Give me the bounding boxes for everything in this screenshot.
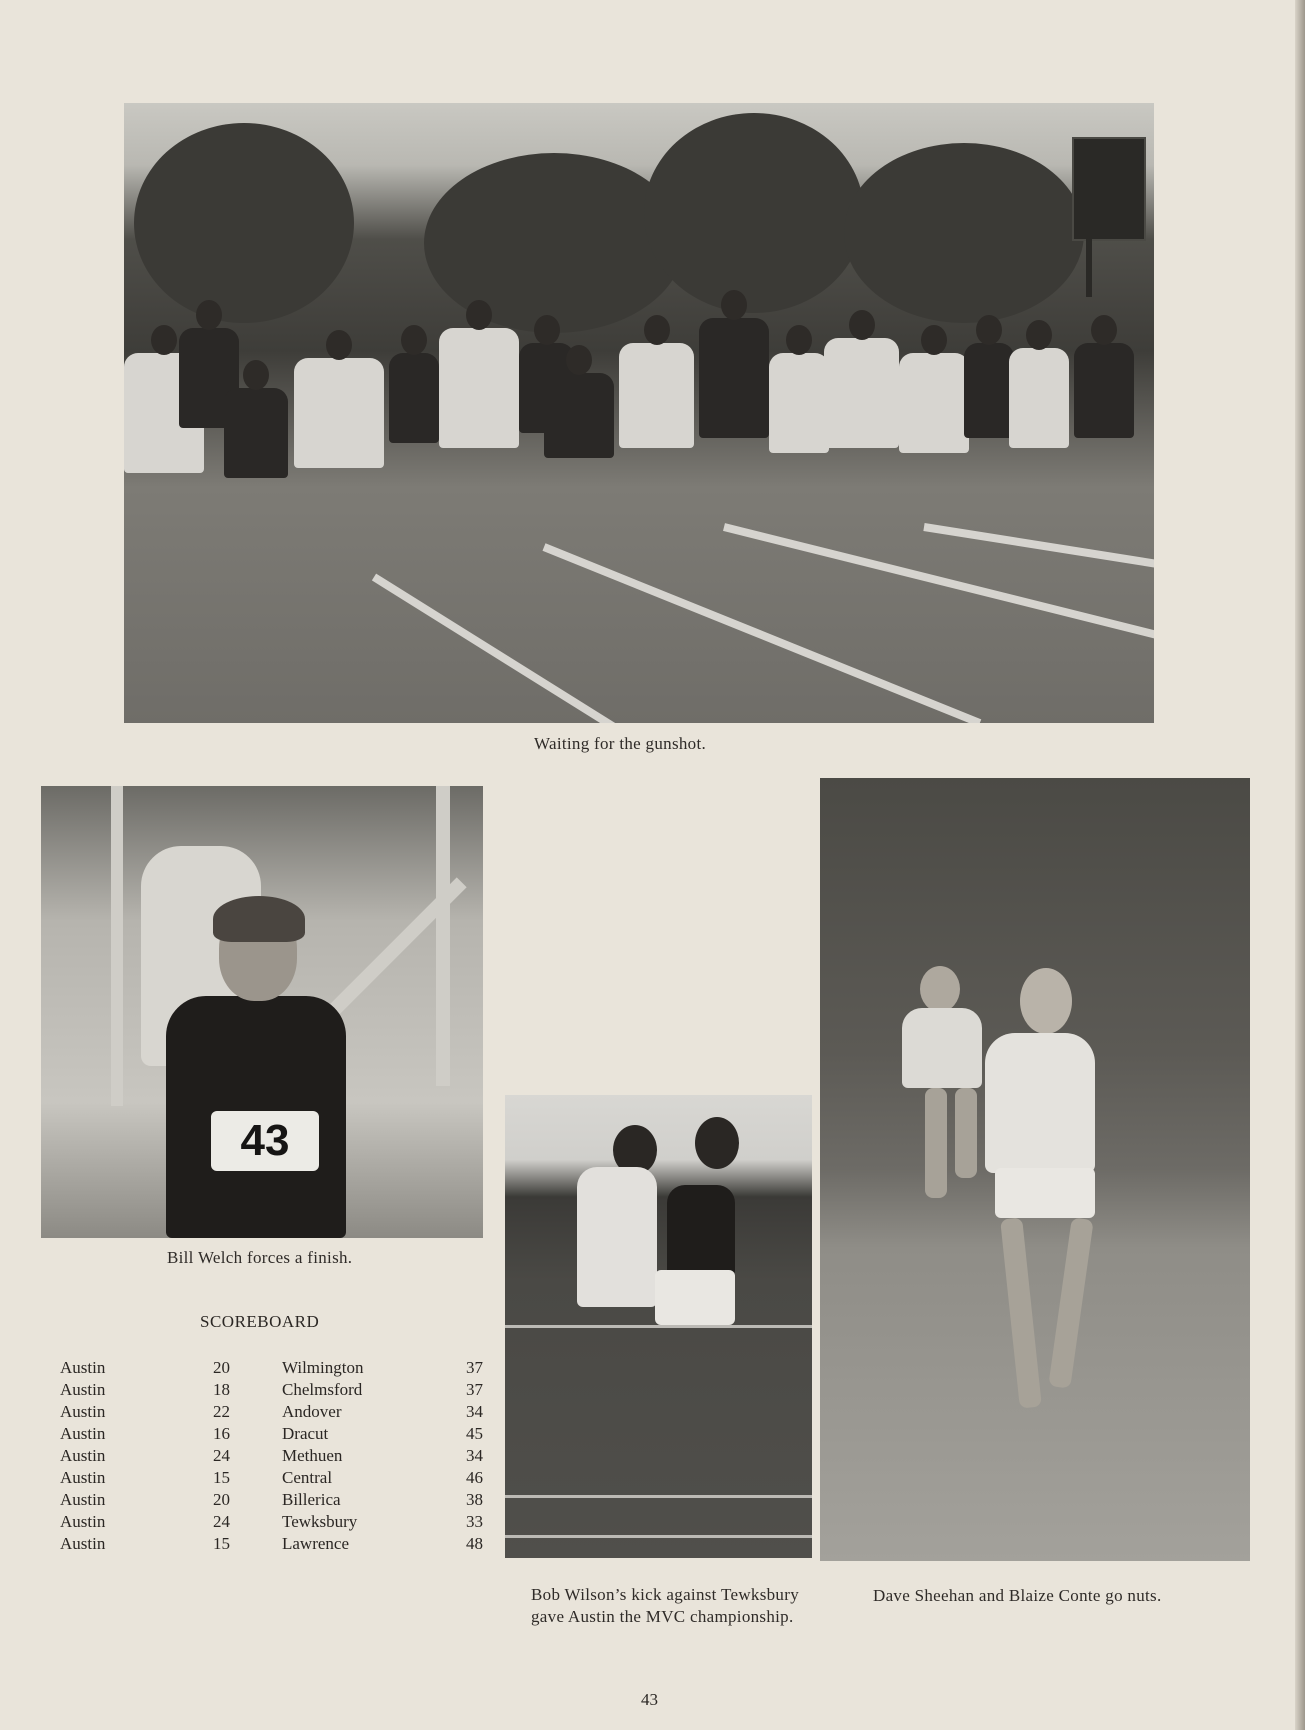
opponent-score: 37: [466, 1380, 483, 1399]
photo-dave-sheehan-blaize-conte: [820, 778, 1250, 1561]
runner: [294, 358, 384, 468]
track-lane-line: [923, 523, 1154, 568]
page-number: 43: [641, 1690, 658, 1709]
opponent-score: 37: [466, 1358, 483, 1377]
scoreboard-row: [60, 1402, 483, 1424]
runner-leg: [955, 1088, 977, 1178]
runner: [619, 343, 694, 448]
runner-leg: [925, 1088, 947, 1198]
caption-welch: Bill Welch forces a finish.: [167, 1248, 353, 1267]
opponent: Dracut: [282, 1424, 329, 1443]
scoreboard-title: SCOREBOARD: [200, 1312, 320, 1331]
scoreboard-row: [60, 1380, 483, 1402]
runner: [389, 353, 439, 443]
scoreboard-row: [60, 1512, 483, 1534]
team-score: 20: [213, 1358, 230, 1377]
runner: [224, 388, 288, 478]
track-lane-line: [372, 574, 631, 723]
track-lane-line: [505, 1325, 812, 1328]
team: Austin: [60, 1380, 106, 1399]
caption-sheehan: Dave Sheehan and Blaize Conte go nuts.: [873, 1586, 1162, 1605]
track-lane-line: [505, 1535, 812, 1538]
runner: [439, 328, 519, 448]
runner: [544, 373, 614, 458]
team: Austin: [60, 1446, 106, 1465]
runner: [824, 338, 899, 448]
runner: [699, 318, 769, 438]
runner-shirt: [985, 1033, 1095, 1173]
opponent: Andover: [282, 1402, 342, 1421]
scoreboard-row: [60, 1534, 483, 1556]
opponent-score: 45: [466, 1424, 483, 1443]
scoreboard-row: [60, 1358, 483, 1380]
runner-leg: [1000, 1217, 1042, 1408]
runner-shorts: [995, 1168, 1095, 1218]
team-score: 20: [213, 1490, 230, 1509]
team: Austin: [60, 1490, 106, 1509]
opponent: Chelmsford: [282, 1380, 363, 1399]
runner-hair: [213, 896, 305, 942]
team: Austin: [60, 1424, 106, 1443]
opponent: Lawrence: [282, 1534, 350, 1553]
tree: [844, 143, 1084, 323]
opponent-score: 48: [466, 1534, 483, 1553]
runner-leg: [1048, 1217, 1093, 1388]
runner-head: [695, 1117, 739, 1169]
photo-bob-wilson: [505, 1095, 812, 1558]
tree: [134, 123, 354, 323]
team: Austin: [60, 1402, 106, 1421]
scoreboard-post: [1086, 237, 1092, 297]
race-bib: 43: [211, 1111, 319, 1171]
scoreboard-row: [60, 1468, 483, 1490]
opponent: Tewksbury: [282, 1512, 358, 1531]
team-score: 24: [213, 1446, 230, 1465]
team: Austin: [60, 1468, 106, 1487]
fence-pole: [111, 786, 123, 1106]
team-score: 15: [213, 1468, 230, 1487]
tree: [424, 153, 684, 333]
stadium-scoreboard: [1072, 137, 1146, 241]
tree: [644, 113, 864, 313]
team: Austin: [60, 1358, 106, 1377]
runner-shirt: [577, 1167, 657, 1307]
team-score: 18: [213, 1380, 230, 1399]
scoreboard-row: [60, 1446, 483, 1468]
team-score: 16: [213, 1424, 230, 1443]
opponent-score: 33: [466, 1512, 483, 1531]
runner: [1074, 343, 1134, 438]
opponent-score: 46: [466, 1468, 483, 1487]
team-score: 24: [213, 1512, 230, 1531]
caption-wilson: Bob Wilson’s kick against Tewksbury gave Austin the MVC championship.: [531, 1585, 799, 1626]
track-lane-line: [505, 1495, 812, 1498]
caption-start: Waiting for the gunshot.: [534, 734, 707, 753]
team: Austin: [60, 1534, 106, 1553]
photo-runners-at-start-line: [124, 103, 1154, 723]
opponent: Wilmington: [282, 1358, 364, 1377]
runner: [964, 343, 1014, 438]
runner-singlet: [667, 1185, 735, 1275]
runner: [769, 353, 829, 453]
opponent-score: 34: [466, 1446, 483, 1465]
fence-pole: [436, 786, 450, 1086]
scoreboard-row: [60, 1424, 483, 1446]
opponent-score: 38: [466, 1490, 483, 1509]
opponent: Billerica: [282, 1490, 341, 1509]
runner-head: [1020, 968, 1072, 1034]
track-lane-line: [723, 523, 1154, 642]
page-edge: [1295, 0, 1305, 1730]
team-score: 15: [213, 1534, 230, 1553]
runner-shirt: [902, 1008, 982, 1088]
team: Austin: [60, 1512, 106, 1531]
photo-bill-welch: [41, 786, 483, 1238]
opponent: Central: [282, 1468, 333, 1487]
runner-head: [920, 966, 960, 1012]
runner-shorts: [655, 1270, 735, 1325]
runner: [1009, 348, 1069, 448]
team-score: 22: [213, 1402, 230, 1421]
opponent-score: 34: [466, 1402, 483, 1421]
runner: [899, 353, 969, 453]
scoreboard-row: [60, 1490, 483, 1512]
opponent: Methuen: [282, 1446, 343, 1465]
